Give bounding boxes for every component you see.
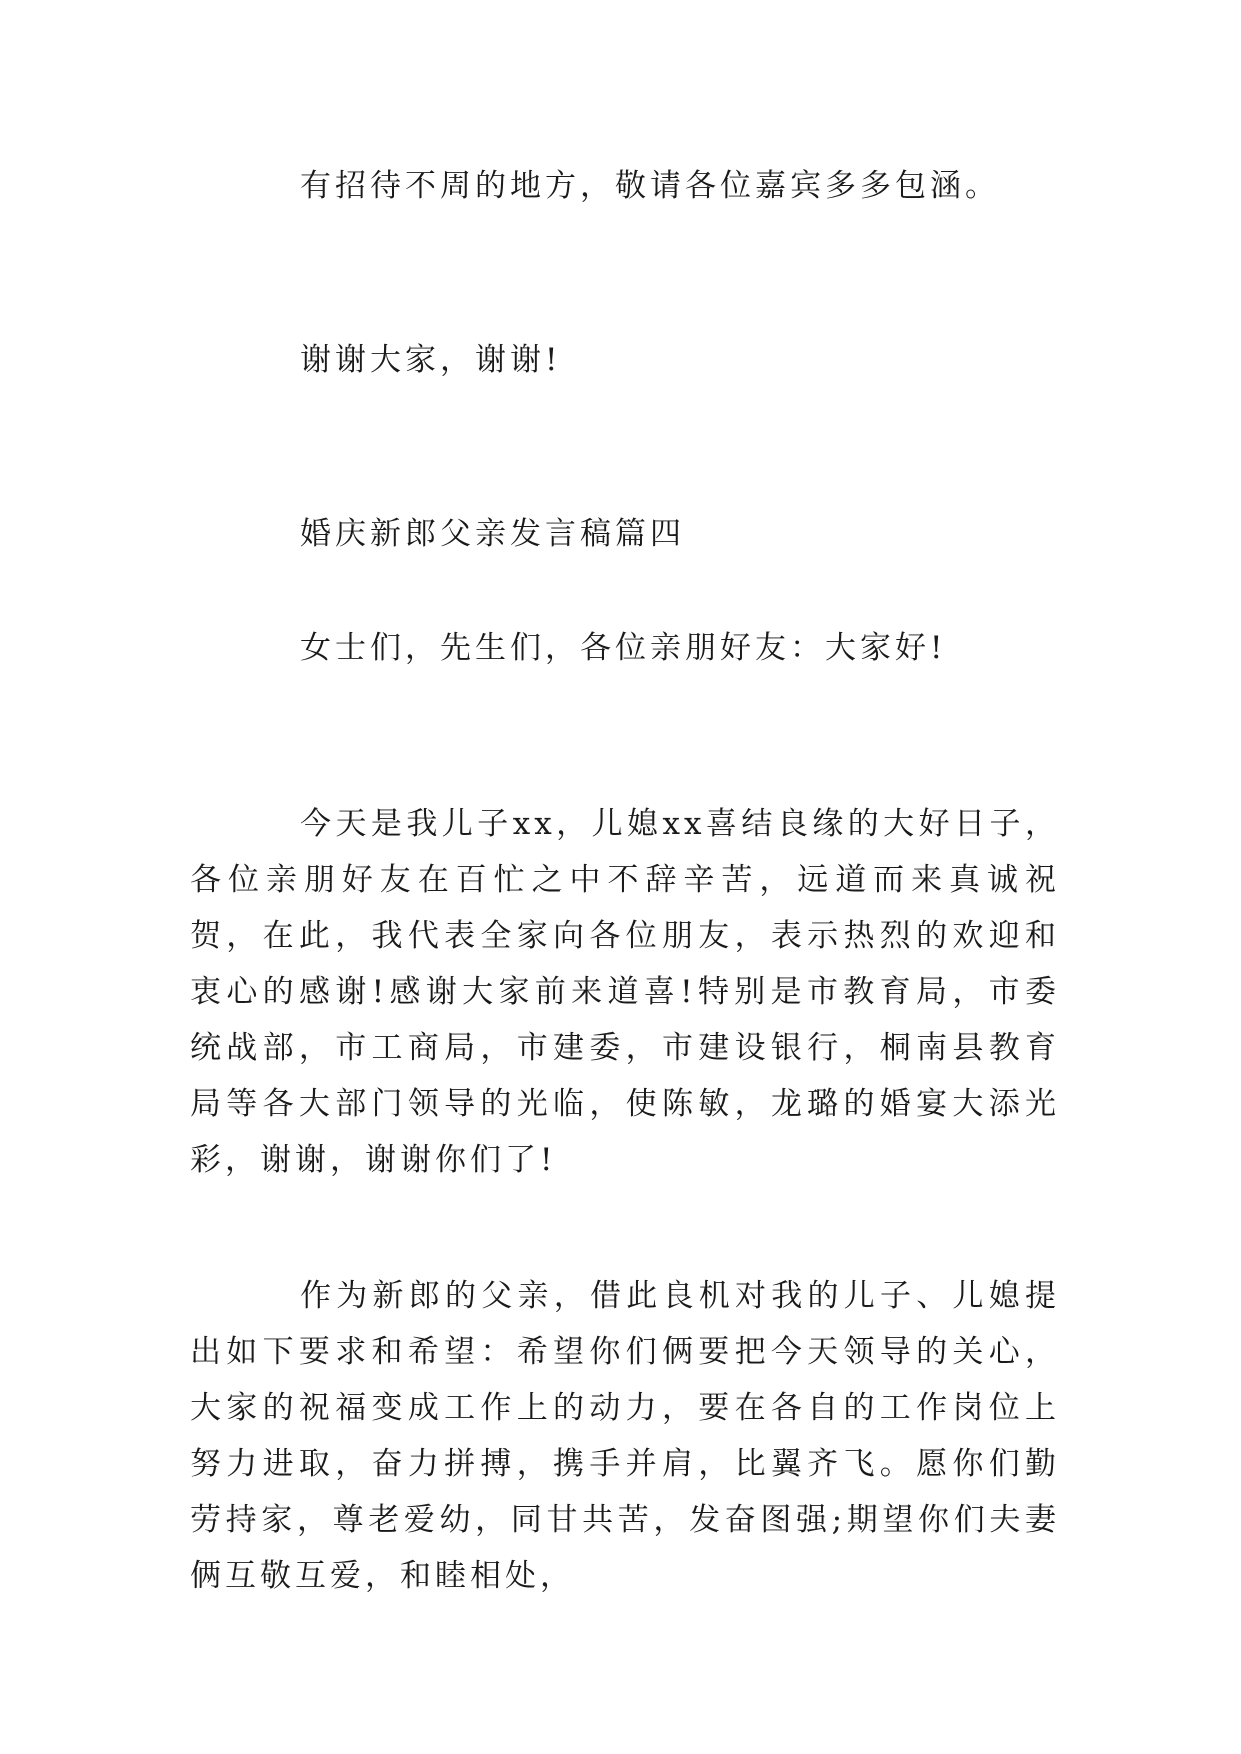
paragraph-wishes: 作为新郎的父亲，借此良机对我的儿子、儿媳提出如下要求和希望：希望你们俩要把今天领导的关心，大家的祝福变成工作上的动力，要在各自的工作岗位上努力进取，奋力拼搏，携手并肩，比翼齐飞。愿你们勤劳持家，尊老爱幼，同甘共苦，发奋图强;期望你们夫妻俩互敬互爱，和睦相处，	[190, 1278, 1060, 1594]
paragraph-welcome: 今天是我儿子xx，儿媳xx喜结良缘的大好日子，各位亲朋好友在百忙之中不辞辛苦，远道而来真诚祝贺，在此，我代表全家向各位朋友，表示热烈的欢迎和衷心的感谢!感谢大家前来道喜!特别是市教育局，市委统战部，市工商局，市建委，市建设银行，桐南县教育局等各大部门领导的光临，使陈敏，龙璐的婚宴大添光彩，谢谢，谢谢你们了!	[190, 806, 1060, 1178]
greeting-line: 女士们，先生们，各位亲朋好友：大家好!	[300, 630, 947, 666]
section-heading: 婚庆新郎父亲发言稿篇四	[300, 516, 685, 552]
thanks-line: 谢谢大家，谢谢!	[300, 342, 562, 378]
closing-line: 有招待不周的地方，敬请各位嘉宾多多包涵。	[300, 168, 1000, 204]
